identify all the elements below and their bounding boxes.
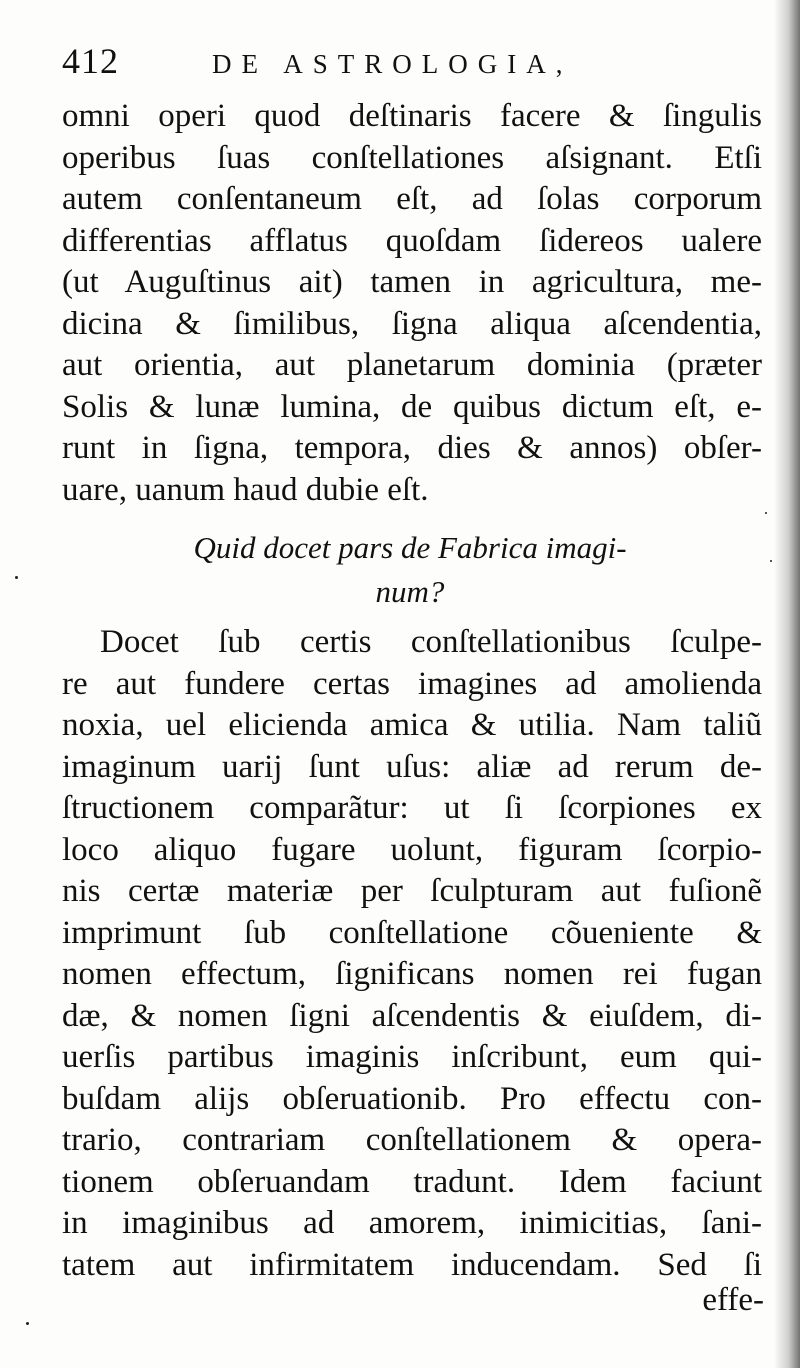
text-line: loco aliquo fugare uolunt, figuram ſcorpio- xyxy=(62,831,762,868)
ink-speck xyxy=(15,576,18,579)
text-line: differentias afflatus quoſdam ſidereos ualere xyxy=(62,222,762,259)
text-line: imaginum uarij ſunt uſus: aliæ ad rerum de- xyxy=(62,748,762,785)
catchword: effe- xyxy=(702,1282,764,1318)
text-line: uerſis partibus imaginis inſcribunt, eum qui- xyxy=(62,1039,762,1075)
section-heading-line-1: Quid docet pars de Fabrica imagi- xyxy=(193,530,627,565)
section-heading-line-2: num? xyxy=(375,574,445,609)
text-line: Docet ſub certis conſtellationibus ſculpe- xyxy=(100,624,762,660)
text-line: dæ, & nomen ſigni aſcendentis & eiuſdem, di- xyxy=(62,997,762,1034)
section-heading xyxy=(0,526,800,614)
ink-speck xyxy=(770,560,772,562)
text-line: in imaginibus ad amorem, inimicitias, ſani- xyxy=(62,1205,762,1241)
page-gutter-shadow xyxy=(774,0,800,1368)
text-line: Solis & lunæ lumina, de quibus dictum eſt, e- xyxy=(62,388,762,425)
text-line: aut orientia, aut planetarum dominia (præter xyxy=(62,347,762,383)
ink-speck xyxy=(26,1322,29,1325)
text-line: runt in ſigna, tempora, dies & annos) obſer- xyxy=(62,430,762,466)
text-line: uare, uanum haud dubie eſt. xyxy=(62,471,429,508)
text-line: buſdam alijs obſeruationib. Pro effectu con- xyxy=(62,1080,762,1117)
page-header xyxy=(62,38,762,86)
text-line: dicina & ſimilibus, ſigna aliqua aſcendentia, xyxy=(62,305,762,342)
text-line: operibus ſuas conſtellationes aſsignant. Etſi xyxy=(62,139,762,176)
page-number: 412 xyxy=(62,41,119,81)
text-line: noxia, uel elicienda amica & utilia. Nam taliũ xyxy=(62,707,762,743)
ink-speck xyxy=(765,512,767,514)
text-line: nomen effectum, ſignificans nomen rei fugan xyxy=(62,956,762,992)
text-line: omni operi quod deſtinaris facere & ſingulis xyxy=(62,98,762,134)
text-line: imprimunt ſub conſtellatione cõueniente & xyxy=(62,914,762,951)
text-line: ſtructionem comparãtur: ut ſi ſcorpiones ex xyxy=(62,790,762,826)
paragraph-2 xyxy=(62,622,762,1286)
text-line: (ut Auguſtinus ait) tamen in agricultura, me- xyxy=(62,264,762,300)
paragraph-1 xyxy=(62,96,762,511)
text-line: re aut fundere certas imagines ad amolienda xyxy=(62,665,762,702)
text-line: autem conſentaneum eſt, ad ſolas corporum xyxy=(62,181,762,217)
text-line: tionem obſeruandam tradunt. Idem faciunt xyxy=(62,1163,762,1200)
text-line: tatem aut infirmitatem inducendam. Sed ſi xyxy=(62,1246,762,1283)
text-line: nis certæ materiæ per ſculpturam aut fuſionẽ xyxy=(62,873,762,909)
running-title: DE ASTROLOGIA, xyxy=(212,49,573,79)
text-line: trario, contrariam conſtellationem & opera- xyxy=(62,1122,762,1158)
